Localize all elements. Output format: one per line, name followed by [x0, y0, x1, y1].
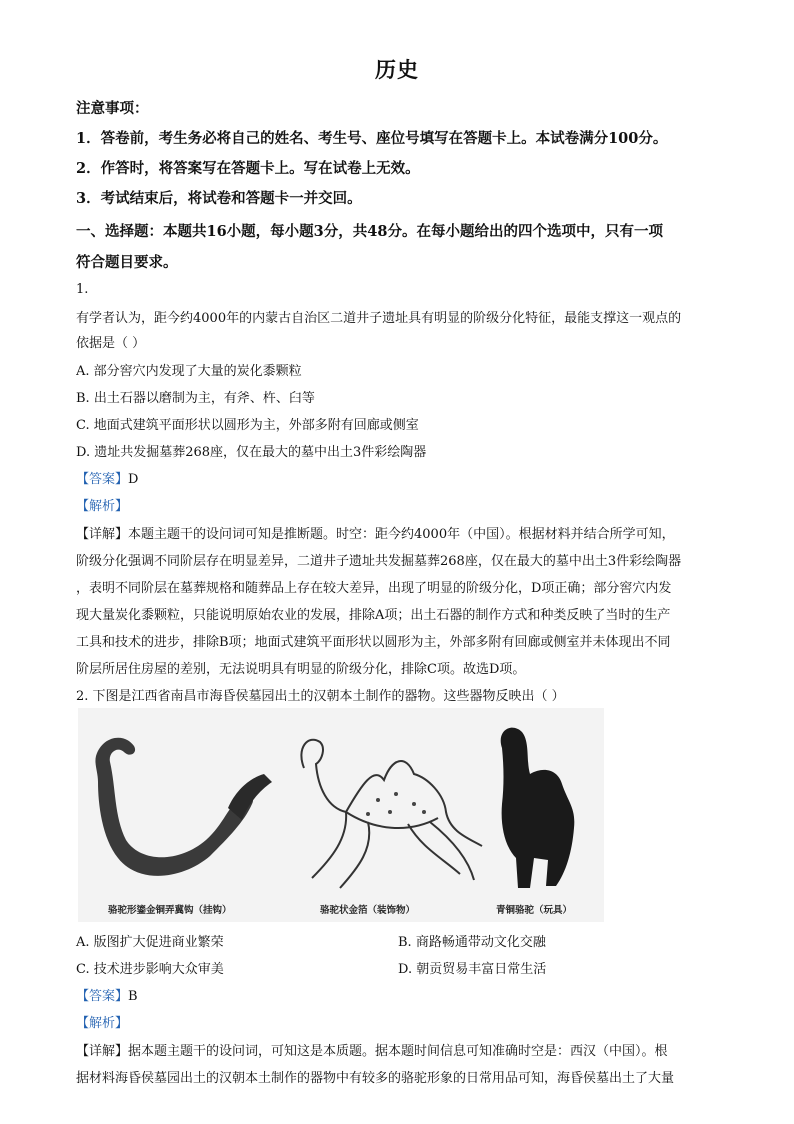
detail-text: 本题主题干的设问词可知是推断题。时空：距今约4000年（中国）。根据材料并结合所学可知， [128, 527, 675, 542]
answer-label: 【答案】 [76, 989, 129, 1004]
artifact-photos [78, 708, 604, 922]
question-number: 1. [76, 282, 89, 297]
analysis-label: 【解析】 [76, 499, 129, 514]
figure-caption: 青铜骆驼（玩具） [496, 905, 573, 916]
option-a: A. 部分窖穴内发现了大量的炭化黍颗粒 [76, 364, 302, 379]
question-stem-cont: 依据是（ ） [76, 336, 146, 351]
notice-heading: 注意事项： [76, 100, 149, 117]
camel-foil-image [301, 740, 482, 888]
option-a: A. 版图扩大促进商业繁荣 [76, 935, 224, 950]
section-heading-cont: 符合题目要求。 [76, 254, 178, 271]
notice-item: 3．考试结束后，将试卷和答题卡一并交回。 [76, 190, 362, 207]
detail-label: 【详解】 [76, 1044, 129, 1059]
detail-line: 阶级分化强调不同阶层存在明显差异，二道井子遗址共发掘墓葬268座，仅在最大的墓中出土3件彩绘陶器 [76, 554, 682, 569]
question-stem: 有学者认为，距今约4000年的内蒙古自治区二道井子遗址具有明显的阶级分化特征，最能支撑这一观点的 [76, 311, 682, 326]
question-stem: 2. 下图是江西省南昌市海昏侯墓园出土的汉朝本土制作的器物。这些器物反映出（ ） [76, 689, 565, 704]
detail-line: 现大量炭化黍颗粒，只能说明原始农业的发展，排除A项；出土石器的制作方式和种类反映了当时的生产 [76, 608, 671, 623]
notice-item: 1．答卷前，考生务必将自己的姓名、考生号、座位号填写在答题卡上。本试卷满分100分。 [76, 130, 668, 147]
detail-line: 工具和技术的进步，排除B项；地面式建筑平面形状以圆形为主，外部多附有回廊或侧室并未体现出不同 [76, 635, 671, 650]
option-d: D. 遗址共发掘墓葬268座，仅在最大的墓中出土3件彩绘陶器 [76, 445, 427, 460]
answer-line [76, 468, 726, 487]
answer-value: D [128, 472, 139, 487]
answer-label: 【答案】 [76, 472, 129, 487]
option-c: C. 地面式建筑平面形状以圆形为主，外部多附有回廊或侧室 [76, 418, 419, 433]
option-c: C. 技术进步影响大众审美 [76, 962, 224, 977]
detail-line: 阶层所居住房屋的差别，无法说明具有明显的阶级分化，排除C项。故选D项。 [76, 662, 526, 677]
detail-line [76, 523, 726, 542]
answer-value: B [128, 989, 138, 1004]
section-heading: 一、选择题：本题共16小题，每小题3分，共48分。在每小题给出的四个选项中，只有一项 [76, 223, 663, 240]
figure-caption: 骆驼形鎏金铜弄冀钩（挂钩） [108, 905, 232, 916]
notice-item: 2．作答时，将答案写在答题卡上。写在试卷上无效。 [76, 160, 420, 177]
option-b: B. 商路畅通带动文化交融 [398, 935, 546, 950]
answer-line [76, 985, 726, 1004]
detail-label: 【详解】 [76, 527, 129, 542]
detail-line: 据材料海昏侯墓园出土的汉朝本土制作的器物中有较多的骆驼形象的日常用品可知，海昏侯墓出土了大量 [76, 1071, 675, 1086]
camel-foil-dots [366, 792, 426, 816]
option-b: B. 出土石器以磨制为主，有斧、杵、臼等 [76, 391, 315, 406]
detail-text: 据本题主题干的设问词，可知这是本质题。据本题时间信息可知准确时空是：西汉（中国）。根 [128, 1044, 668, 1059]
detail-line: ，表明不同阶层在墓葬规格和随葬品上存在较大差异，出现了明显的阶级分化，D项正确；部分窖穴内发 [76, 581, 672, 596]
artifact-figure [78, 708, 604, 922]
figure-caption: 骆驼状金箔（装饰物） [320, 905, 416, 916]
analysis-label: 【解析】 [76, 1016, 129, 1031]
detail-line [76, 1040, 726, 1059]
page-title: 历史 [375, 57, 419, 82]
option-d: D. 朝贡贸易丰富日常生活 [398, 962, 547, 977]
camel-hook-image [95, 738, 272, 876]
bronze-camel-image [501, 728, 575, 888]
